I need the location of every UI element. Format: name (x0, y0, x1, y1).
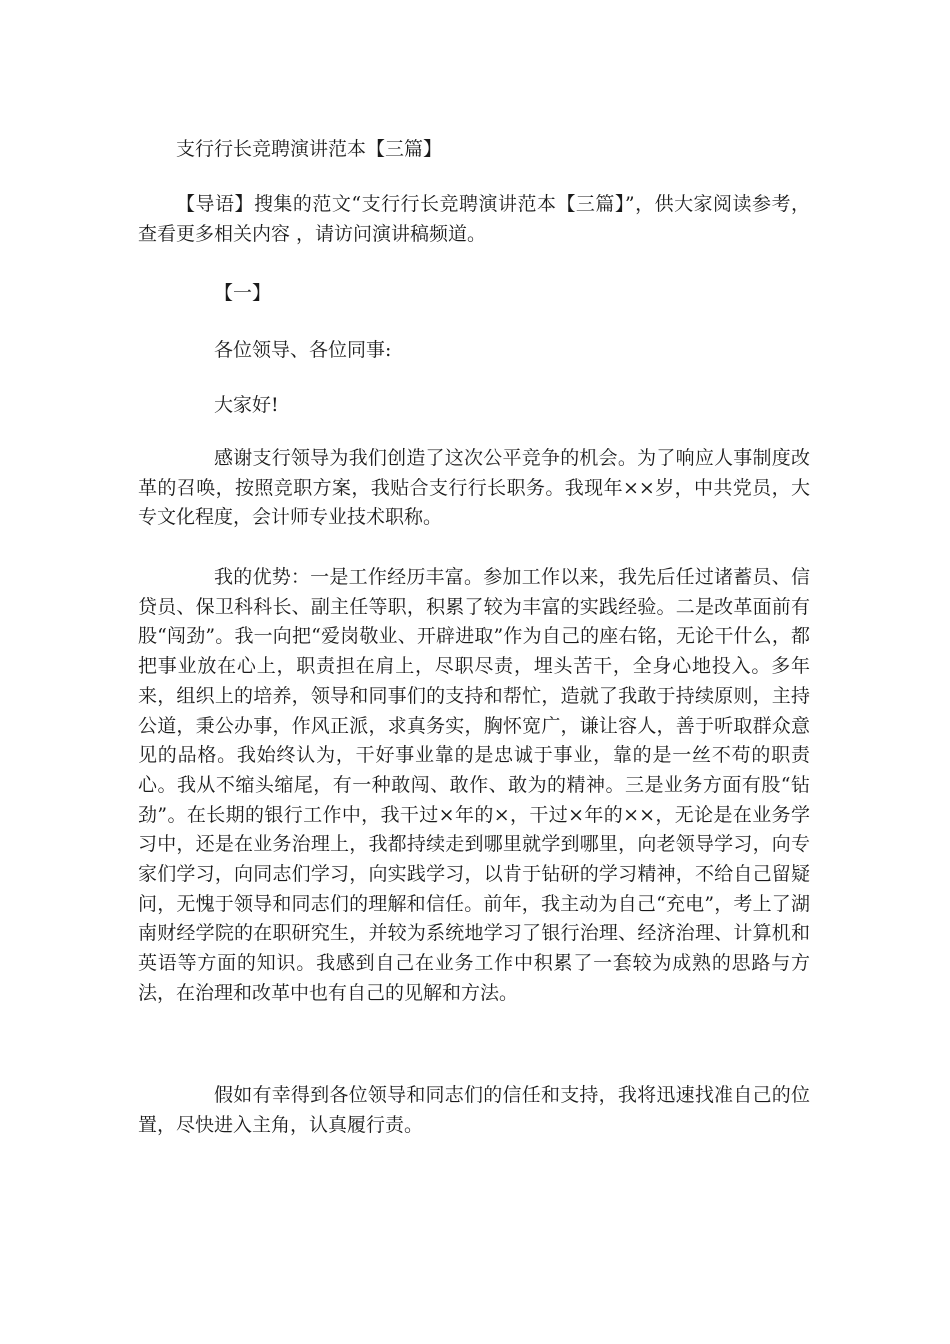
salutation: 各位领导、各位同事: (214, 339, 392, 361)
section-heading: 【一】 (214, 282, 272, 304)
body-paragraph: 感谢支行领导为我们创造了这次公平竞争的机会。为了响应人事制度改革的召唤，按照竞职方案，我贴合支行行长职务。我现年××岁，中共党员，大专文化程度，会计师专业技术职称。 (138, 447, 810, 529)
intro-paragraph: 【导语】搜集的范文“支行行长竞聘演讲范本【三篇】”，供大家阅读参考，查看更多相关内容 ，请访问演讲稿频道。 (138, 193, 810, 245)
greeting: 大家好! (214, 394, 279, 416)
document-title: 支行行长竞聘演讲范本【三篇】 (176, 138, 443, 160)
body-paragraph: 我的优势：一是工作经历丰富。参加工作以来，我先后任过诸蓄员、信贷员、保卫科科长、副主任等职，积累了较为丰富的实践经验。二是改革面前有股“闯劲”。我一向把“爱岗敬业、开辟进取”作为自己的座右铭，无论干什么，都把事业放在心上，职责担在肩上，尽职尽责，埋头苦干，全身心地投入。多年来，组织上的培养，领导和同事们的支持和帮忙，造就了我敢于持续原则，主持公道，秉公办事，作风正派，求真务实，胸怀宽广，谦让容人，善于听取群众意见的品格。我始终认为，干好事业靠的是忠诚于事业，靠的是一丝不苟的职责心。我从不缩头缩尾，有一种敢闯、敢作、敢为的精神。三是业务方面有股“钻劲”。在长期的银行工作中，我干过×年的×，干过×年的××，无论是在业务学习中，还是在业务治理上，我都持续走到哪里就学到哪里，向老领导学习，向专家们学习，向同志们学习，向实践学习，以肯于钻研的学习精神，不给自己留疑问，无愧于领导和同志们的理解和信任。前年，我主动为自己“充电”，考上了湖南财经学院的在职研究生，并较为系统地学习了银行治理、经济治理、计算机和英语等方面的知识。我感到自己在业务工作中积累了一套较为成熟的思路与方法，在治理和改革中也有自己的见解和方法。 (138, 566, 810, 1004)
body-paragraph: 假如有幸得到各位领导和同志们的信任和支持，我将迅速找准自己的位置，尽快进入主角，认真履行责。 (138, 1084, 810, 1136)
